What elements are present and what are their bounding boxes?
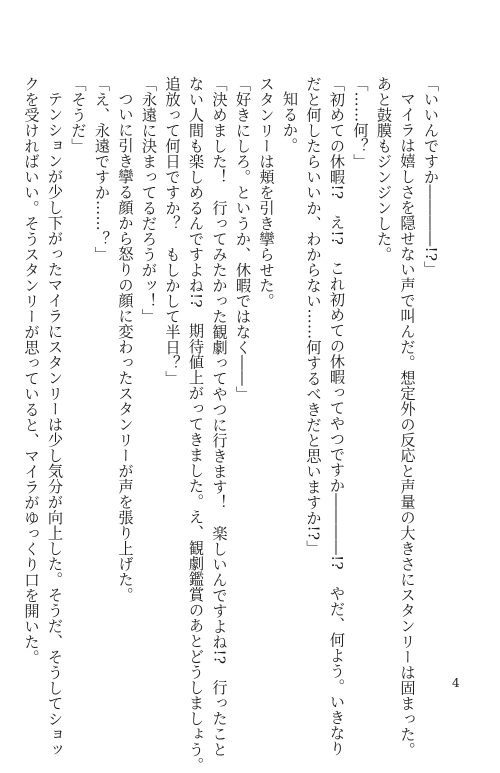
text-line: あと鼓膜もジンジンした。 xyxy=(375,76,393,262)
text-line: だと何したらいいか、わからない……何するべきだと思いますか!?」 xyxy=(304,76,323,556)
text-line: スタンリーは頬を引き攣らせた。 xyxy=(257,76,276,309)
text-line: 「初めての休暇!? え!? これ初めての休暇ってやつですか――――!? やだ、何よう。いきなり xyxy=(328,76,346,756)
text-line: 「決めました！ 行ってみたかった観劇ってやつに行きます！ 楽しいんですよね!? 行ったこと xyxy=(210,76,229,758)
text-line: ない人間も楽しめるんですよね!? 期待値上がってきました。え、観劇鑑賞のあとどうしましょう。 xyxy=(187,76,205,773)
text-line: テンションが少し下がったマイラにスタンリーは少し気分が向上した。そうだ、そうしてショッ xyxy=(46,91,64,758)
text-line: 追放って何日ですか？ もしかして半日？」 xyxy=(163,76,182,386)
text-line: マイラは嬉しさを隠せない声で叫んだ。想定外の反応と声量の大きさにスタンリーは固まった。 xyxy=(398,91,417,758)
text-line: 知るか。 xyxy=(281,91,299,153)
text-line: 「……何？」 xyxy=(351,76,370,169)
page-number: 4 xyxy=(452,676,460,690)
text-line: 「え、永遠ですか……？」 xyxy=(93,76,111,262)
text-line: 「好きにしろ。というか、休暇ではなく――」 xyxy=(234,76,252,402)
text-line: ついに引き攣る顔から怒りの顔に変わったスタンリーが声を張り上げた。 xyxy=(116,91,135,603)
vertical-text-body xyxy=(19,76,442,773)
text-line: 「永遠に決まってるだろうがッ！」 xyxy=(140,76,158,324)
text-line: 「いいんですか――――!?」 xyxy=(422,76,440,277)
text-line: 「そうだ」 xyxy=(69,76,88,154)
text-line: クを受ければいい。そうスタンリーが思っていると、マイラがゆっくり口を開いた。 xyxy=(22,76,41,665)
